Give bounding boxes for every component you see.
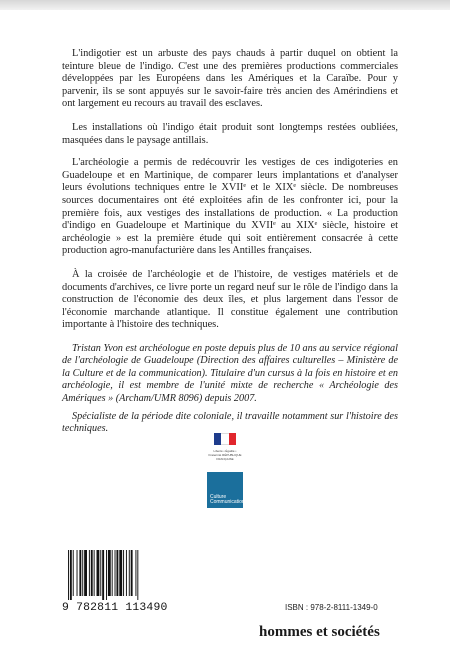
- barcode-bar: [123, 550, 124, 596]
- barcode-bar: [126, 550, 127, 596]
- barcode-bar: [97, 550, 100, 596]
- barcode-bar: [84, 550, 87, 596]
- paragraph-installations: Les installations où l'indigo était produit sont longtemps restées oubliées, masquées dans le paysage antillais.: [62, 121, 398, 146]
- republique-text: Liberté • Égalité • Fraternité RÉPUBLIQUE FRANÇAISE: [208, 449, 242, 461]
- barcode-bar: [112, 550, 113, 596]
- paragraph-archaeology: L'archéologie a permis de redécouvrir les vestiges de ces indigoteries en Guadeloupe et en Martinique, de comparer leurs implantations et d'analyser leurs évolutions techniques entre le XVIIᵉ et le XIXᵉ siècle. De nombreuses sources documentaires ont été exploitées afin de les confronter ici, pour la première fois, aux vestiges des installations de production. « La production d'indigo en Guadeloupe et Martinique du XVIIᵉ au XIXᵉ siècle, histoire et archéologie » est la première étude qui soit entièrement consacrée à cette production agro-manufacturière dans les Antilles françaises.: [62, 157, 398, 257]
- barcode-bar: [137, 550, 138, 600]
- culture-communication-logo: [207, 472, 243, 508]
- culture-logo-text: Culture Communication: [210, 494, 245, 505]
- barcode-bar: [79, 550, 81, 596]
- flag-white: [221, 433, 228, 445]
- barcode-bar: [73, 550, 74, 596]
- barcode-number: 9 782811 113490: [62, 602, 168, 614]
- author-specialty: Spécialiste de la période dite coloniale, il travaille notamment sur l'histoire des techniques.: [62, 410, 398, 435]
- flag-blue: [214, 433, 221, 445]
- barcode-bar: [129, 550, 130, 596]
- paragraph-indigo-intro: L'indigotier est un arbuste des pays chauds à partir duquel on obtient la teinture bleue de l'indigo. C'est une des premières productions commerciales développées par les Européens dans les Amériques et la Caraïbe. Pour y parvenir, ils se sont appuyés sur le savoir-faire très ancien des Amérindiens et ont largement eu recours au travail des esclaves.: [62, 48, 398, 110]
- barcode-bar: [82, 550, 83, 596]
- barcode-bar: [116, 550, 118, 596]
- barcode-bar: [68, 550, 69, 600]
- barcode-bar: [89, 550, 90, 596]
- barcode-bar: [102, 550, 104, 600]
- barcode-bar: [131, 550, 133, 596]
- barcode-bar: [115, 550, 116, 596]
- barcode-bar: [70, 550, 72, 600]
- flag-red: [229, 433, 236, 445]
- barcode-bar: [119, 550, 122, 596]
- author-bio: Tristan Yvon est archéologue en poste depuis plus de 10 ans au service régional de l'archéologie de Guadeloupe (Direction des affaires culturelles – Ministère de la Culture et de la communication). Titulaire d'un cursus à la fois en histoire et en archéologie, il est membre de l'unité mixte de recherche « Archéologie des Amériques » (Archam/UMR 8096) depuis 2007.: [62, 342, 398, 404]
- barcode-bar: [135, 550, 136, 596]
- barcode-bar: [100, 550, 101, 596]
- barcode-bar: [106, 550, 107, 600]
- french-flag-icon: [214, 433, 236, 445]
- top-border: [0, 0, 450, 10]
- back-cover-text: [62, 48, 398, 442]
- barcode-bar: [91, 550, 93, 596]
- paragraph-crossroads: À la croisée de l'archéologie et de l'histoire, de vestiges matériels et de documents d'archives, ce livre porte un regard neuf sur le rôle de l'indigo dans la construction de l'économie des deux îles, et plus largement dans l'essor de l'économie marchande atlantique. Il constitue également une contribution importante à l'histoire des techniques.: [62, 268, 398, 331]
- republique-francaise-logo: [207, 431, 243, 467]
- publisher-name: hommes et sociétés: [259, 624, 380, 640]
- barcode-bar: [77, 550, 78, 596]
- barcode-bar: [94, 550, 95, 596]
- isbn-label: ISBN : 978-2-8111-1349-0: [285, 603, 378, 612]
- barcode-bars-icon: [62, 550, 174, 600]
- barcode-bar: [108, 550, 111, 596]
